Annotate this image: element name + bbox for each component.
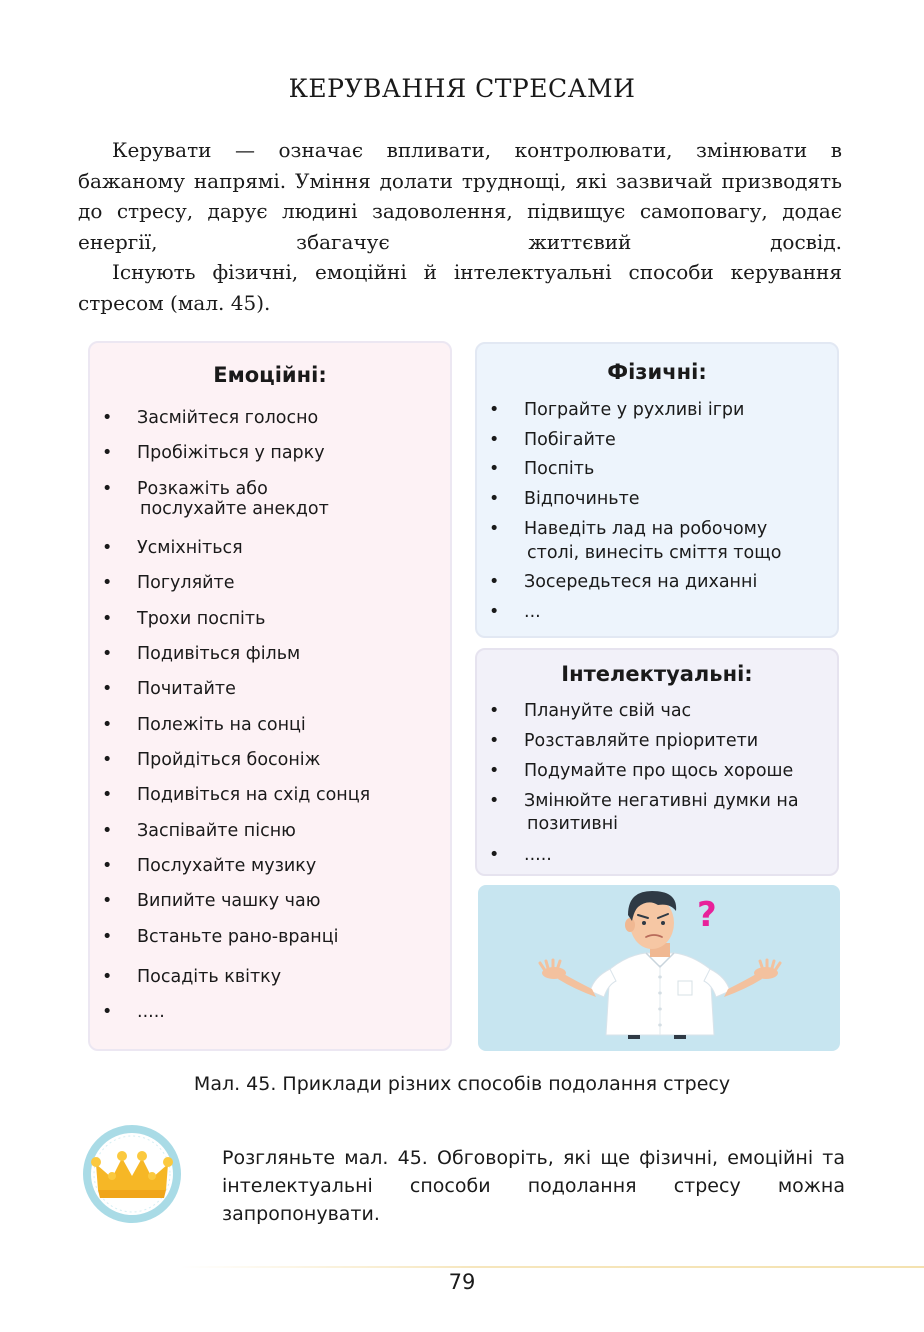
bullet: • bbox=[102, 644, 113, 664]
bullet: • bbox=[102, 927, 113, 947]
list-item: • Засмійтеся голосно bbox=[102, 408, 319, 428]
bullet: • bbox=[102, 715, 113, 735]
bullet: • bbox=[102, 573, 113, 593]
bullet: • bbox=[102, 891, 113, 911]
emotional-methods-box bbox=[88, 341, 452, 1051]
page-title: КЕРУВАННЯ СТРЕСАМИ bbox=[288, 74, 636, 103]
physical-heading: Фізичні: bbox=[607, 360, 707, 384]
list-item: • Заспівайте пісню bbox=[102, 821, 296, 841]
list-item: • Пробіжіться у парку bbox=[102, 443, 325, 463]
bullet: • bbox=[102, 679, 113, 699]
bullet: • bbox=[102, 821, 113, 841]
bullet: • bbox=[489, 845, 500, 865]
confused-man-figure bbox=[478, 885, 840, 1051]
list-item: • Подумайте про щось хороше bbox=[489, 761, 794, 781]
list-item: • Посадіть квітку bbox=[102, 967, 282, 987]
list-item: • Усміхніться bbox=[102, 538, 243, 558]
list-item: • Відпочиньте bbox=[489, 489, 640, 509]
intellectual-methods-box bbox=[475, 648, 839, 876]
crown-icon bbox=[82, 1124, 182, 1224]
page-number: 79 bbox=[448, 1270, 476, 1294]
bullet: • bbox=[102, 967, 113, 987]
list-item: • Розставляйте пріоритети bbox=[489, 731, 759, 751]
figure-caption: Мал. 45. Приклади різних способів подолання стресу bbox=[193, 1073, 731, 1095]
physical-methods-box bbox=[475, 342, 839, 638]
list-item: • Подивіться фільм bbox=[102, 644, 301, 664]
list-item: • Погуляйте bbox=[102, 573, 235, 593]
list-item: • Полежіть на сонці bbox=[102, 715, 306, 735]
bullet: • bbox=[489, 602, 500, 622]
intro-text bbox=[78, 135, 842, 318]
list-item: • Наведіть лад на робочому столі, винесіть сміття тощо bbox=[489, 519, 782, 563]
bullet: • bbox=[102, 408, 113, 428]
list-item: • ..... bbox=[489, 845, 552, 865]
crown-badge bbox=[82, 1124, 182, 1224]
question-mark-icon: ? bbox=[697, 895, 717, 935]
discussion-task: Розгляньте мал. 45. Обговоріть, які ще фізичні, емоційні та інтелектуальні способи подолання стресу можна запропонувати. bbox=[222, 1147, 845, 1225]
intro-paragraph-1: Керувати — означає впливати, контролювати, змінювати в бажаному напрямі. Уміння долати труднощі, які зазвичай призводять до стресу, дарує людині задоволення, підвищує самоповагу, додає енергії, збагачує життєвий досвід. bbox=[78, 138, 842, 254]
list-item: • Випийте чашку чаю bbox=[102, 891, 321, 911]
bullet: • bbox=[489, 400, 500, 420]
emotional-heading: Емоційні: bbox=[213, 363, 327, 387]
list-item: • ..... bbox=[102, 1002, 165, 1022]
intro-paragraph-2: Існують фізичні, емоційні й інтелектуальні способи керування стресом (мал. 45). bbox=[78, 260, 842, 315]
bullet: • bbox=[489, 430, 500, 450]
list-item: • Послухайте музику bbox=[102, 856, 317, 876]
bullet: • bbox=[102, 443, 113, 463]
bullet: • bbox=[489, 701, 500, 721]
intellectual-heading: Інтелектуальні: bbox=[561, 662, 753, 686]
list-item: • ... bbox=[489, 602, 541, 622]
bullet: • bbox=[102, 479, 113, 499]
list-item: • Пройдіться босоніж bbox=[102, 750, 321, 770]
bullet: • bbox=[102, 785, 113, 805]
list-item: • Зосередьтеся на диханні bbox=[489, 572, 758, 592]
bullet: • bbox=[489, 519, 500, 539]
list-item: • Подивіться на схід сонця bbox=[102, 785, 371, 805]
list-item: • Трохи поспіть bbox=[102, 609, 266, 629]
bullet: • bbox=[102, 856, 113, 876]
bullet: • bbox=[489, 791, 500, 811]
list-item: • Поспіть bbox=[489, 459, 595, 479]
list-item: • Плануйте свій час bbox=[489, 701, 692, 721]
footer-divider bbox=[180, 1266, 924, 1268]
bullet: • bbox=[102, 1002, 113, 1022]
list-item: • Встаньте рано-вранці bbox=[102, 927, 339, 947]
bullet: • bbox=[489, 459, 500, 479]
list-item: • Розкажіть або послухайте анекдот bbox=[102, 479, 329, 519]
bullet: • bbox=[489, 731, 500, 751]
bullet: • bbox=[102, 750, 113, 770]
bullet: • bbox=[102, 538, 113, 558]
list-item: • Змінюйте негативні думки на позитивні bbox=[489, 791, 799, 834]
list-item: • Пограйте у рухливі ігри bbox=[489, 400, 745, 420]
bullet: • bbox=[489, 489, 500, 509]
list-item: • Почитайте bbox=[102, 679, 236, 699]
confused-man-illustration bbox=[478, 885, 840, 1051]
bullet: • bbox=[489, 572, 500, 592]
list-item: • Побігайте bbox=[489, 430, 616, 450]
bullet: • bbox=[102, 609, 113, 629]
bullet: • bbox=[489, 761, 500, 781]
